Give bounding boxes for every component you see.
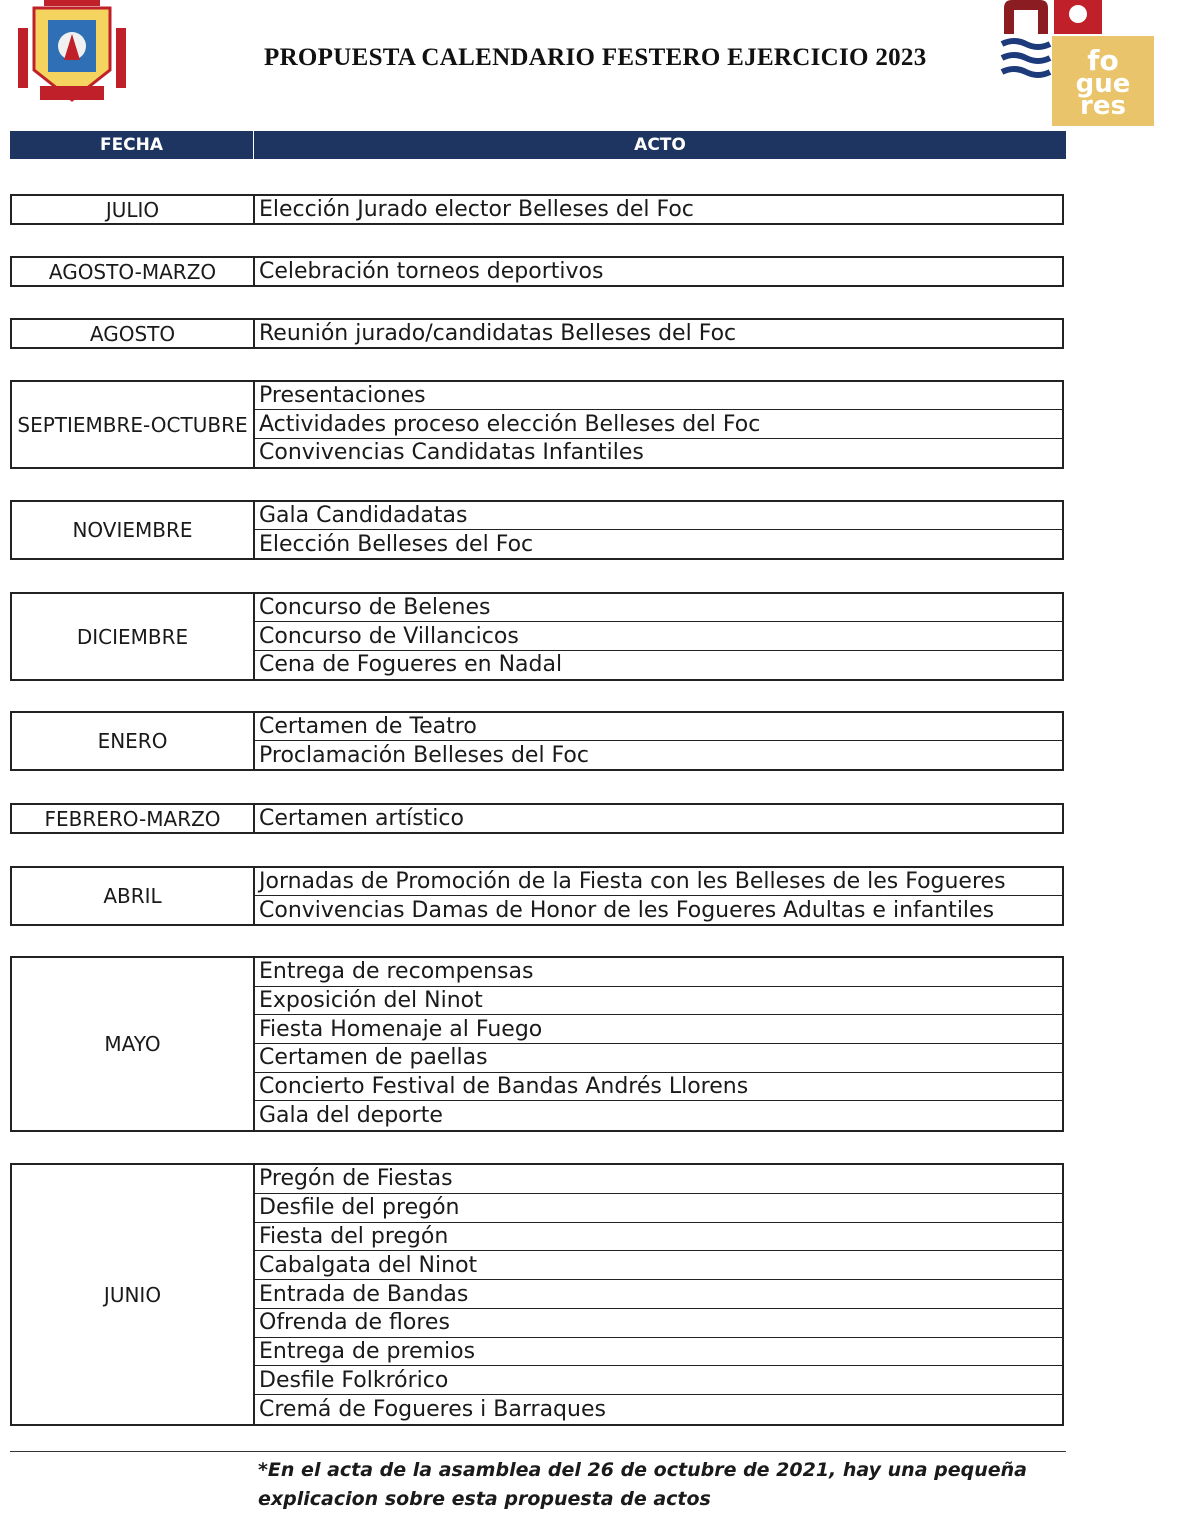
act-cell: Fiesta del pregón [255,1223,1062,1252]
calendar-block [10,592,1064,681]
month-cell: AGOSTO [12,320,255,347]
act-cell: Certamen artístico [259,806,464,831]
act-cell: Concurso de Villancicos [255,622,1062,650]
act-cell: Elección Belleses del Foc [259,531,534,557]
month-cell: JULIO [12,196,255,223]
month-cell: ABRIL [12,868,255,924]
calendar-block [10,803,1064,834]
logo-text-line-1: fo [1087,44,1119,77]
logo-text-line-3: res [1080,91,1126,121]
table-header [10,131,1066,159]
footer-divider [10,1451,1066,1452]
act-cell: Celebración torneos deportivos [259,259,604,284]
act-cell: Entrega de recompensas [255,958,1062,987]
act-cell: Jornadas de Promoción de la Fiesta con les Belleses de les Fogueres [255,868,1062,896]
act-cell: Certamen de Teatro [255,713,1062,741]
act-cell: Entrega de premios [255,1338,1062,1367]
month-cell: SEPTIEMBRE-OCTUBRE [12,382,255,467]
act-cell: Concierto Festival de Bandas Andrés Llorens [255,1073,1062,1102]
calendar-block [10,380,1064,469]
page-title: PROPUESTA CALENDARIO FESTERO EJERCICIO 2023 [264,44,927,71]
act-cell: Convivencias Candidatas Infantiles [259,440,644,466]
acts-column [255,502,1062,558]
calendar-block [10,318,1064,349]
act-cell: Elección Jurado elector Belleses del Foc [259,197,694,222]
act-cell: Reunión jurado/candidatas Belleses del Foc [259,321,737,346]
act-cell: Cabalgata del Ninot [255,1251,1062,1280]
act-cell: Cena de Fogueres en Nadal [259,652,563,678]
logo-text-line-2: gue [1075,69,1131,99]
act-cell: Certamen de paellas [255,1044,1062,1073]
acts-column [255,594,1062,679]
act-cell: Desfile Folkrórico [255,1366,1062,1395]
acts-column [255,382,1062,467]
header-fecha: FECHA [10,131,254,159]
calendar-block [10,711,1064,771]
month-cell: FEBRERO-MARZO [12,805,255,832]
act-cell: Ofrenda de flores [255,1309,1062,1338]
act-cell: Entrada de Bandas [255,1280,1062,1309]
acts-column [255,320,1062,347]
acts-column [255,258,1062,285]
act-cell: Fiesta Homenaje al Fuego [255,1015,1062,1044]
act-cell: Pregón de Fiestas [255,1165,1062,1194]
act-cell: Convivencias Damas de Honor de les Fogueres Adultas e infantiles [259,897,995,923]
act-cell: Presentaciones [255,382,1062,410]
act-cell: Gala del deporte [259,1103,443,1129]
calendar-block [10,1163,1064,1426]
act-cell: Actividades proceso elección Belleses del Foc [255,410,1062,438]
calendar-block [10,956,1064,1132]
header-acto: ACTO [634,135,686,155]
fogueres-logo [1000,0,1156,126]
act-cell: Cremá de Fogueres i Barraques [259,1397,606,1423]
month-cell: ENERO [12,713,255,769]
federation-logo [14,0,130,116]
act-cell: Desfile del pregón [255,1194,1062,1223]
act-cell: Concurso de Belenes [255,594,1062,622]
act-cell: Exposición del Ninot [255,987,1062,1016]
act-cell: Proclamación Belleses del Foc [259,742,589,768]
acts-column [255,196,1062,223]
calendar-block [10,866,1064,926]
month-cell: MAYO [12,958,255,1130]
acts-column [255,1165,1062,1424]
calendar-block [10,194,1064,225]
month-cell: JUNIO [12,1165,255,1424]
acts-column [255,805,1062,832]
month-cell: AGOSTO-MARZO [12,258,255,285]
acts-column [255,713,1062,769]
footer-note: *En el acta de la asamblea del 26 de octubre de 2021, hay una pequeña explicacion sobre esta propuesta de actos [258,1459,1027,1510]
month-cell: NOVIEMBRE [12,502,255,558]
calendar-block [10,500,1064,560]
acts-column [255,958,1062,1130]
calendar-block [10,256,1064,287]
acts-column [255,868,1062,924]
act-cell: Gala Candidadatas [255,502,1062,530]
month-cell: DICIEMBRE [12,594,255,679]
